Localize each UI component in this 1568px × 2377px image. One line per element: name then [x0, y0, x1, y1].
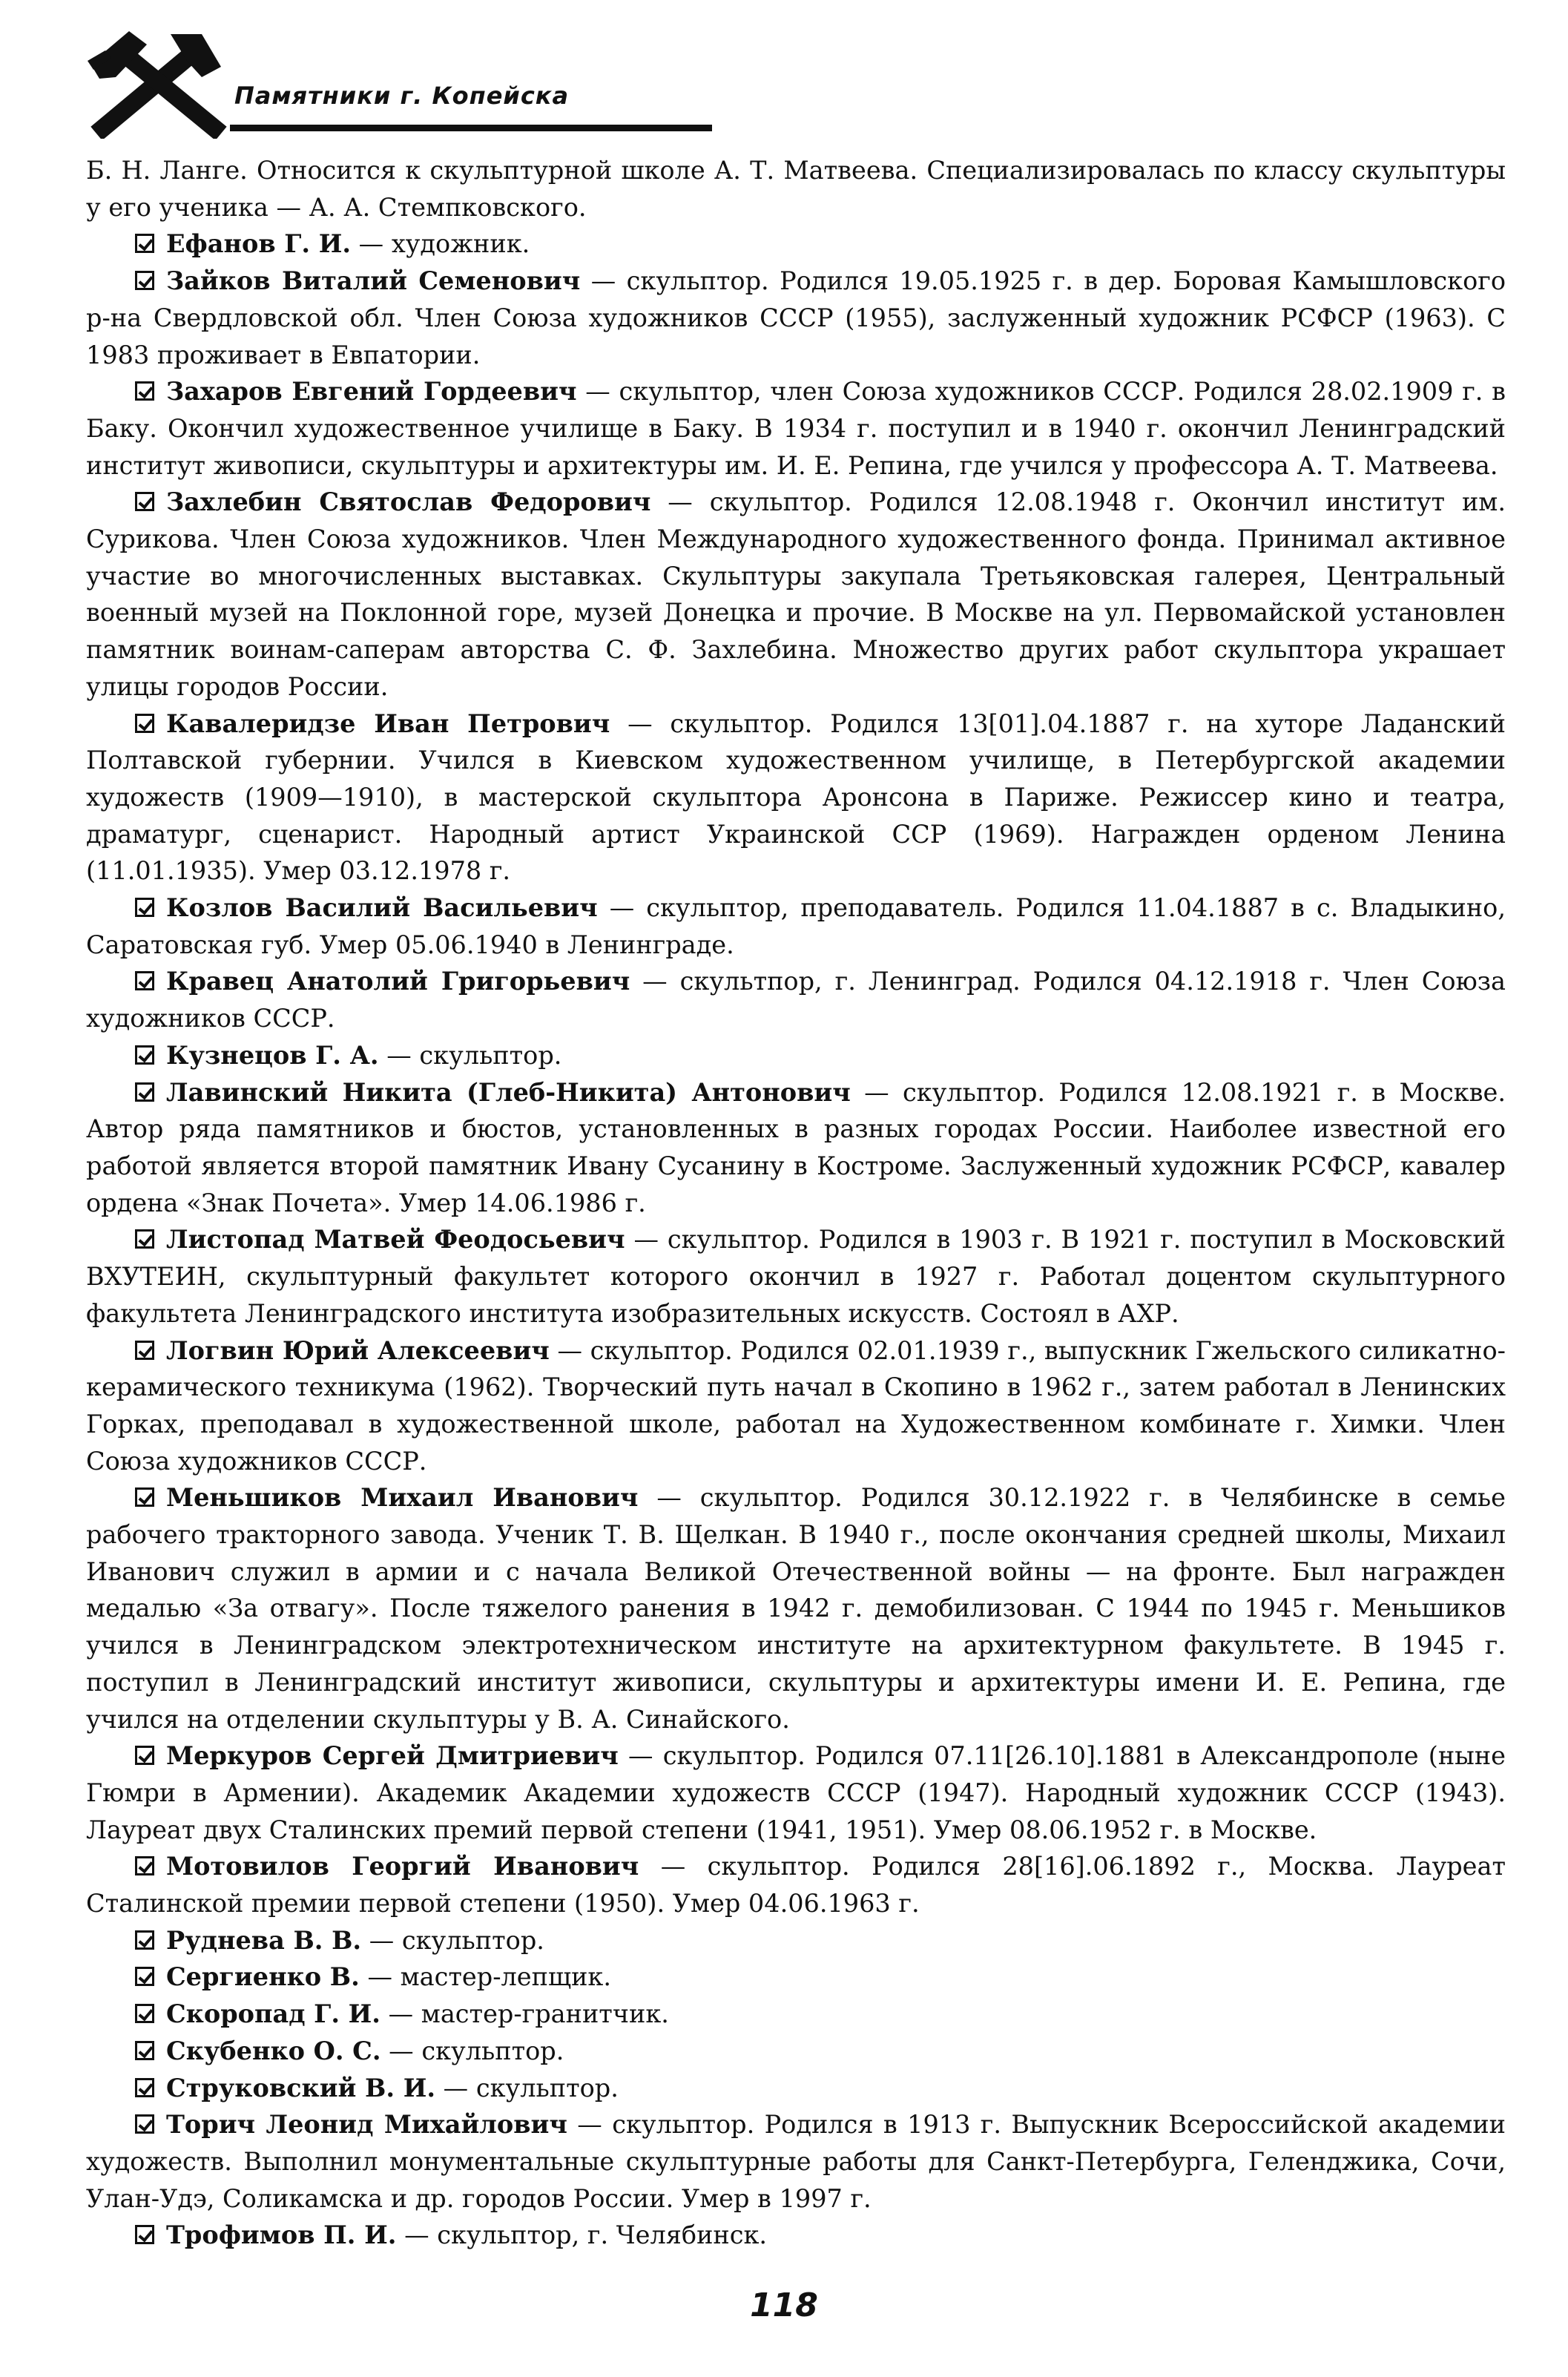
- entry-item: [86, 890, 1506, 963]
- checkbox-icon: [135, 2041, 154, 2060]
- checkbox-icon: [135, 2078, 154, 2097]
- entry-text: — мастер-гранитчик.: [380, 1999, 669, 2029]
- entry-item: [86, 2217, 1506, 2254]
- entry-item: [86, 1996, 1506, 2033]
- entry-item: [86, 373, 1506, 484]
- entry-text: — скульптор, г. Челябинск.: [396, 2220, 768, 2250]
- entry-item: [86, 1737, 1506, 1848]
- entry-text: — скульптор.: [435, 2073, 619, 2103]
- entry-name: Сергиенко В.: [166, 1962, 360, 1992]
- entry-item: [86, 2033, 1506, 2070]
- entry-text: — скульптор. Родился 28[16].06.1892 г., Москва. Лауреат Сталинской премии первой степени (1950). Умер 04.06.1963 г.: [86, 1852, 1506, 1919]
- entry-item: [86, 1221, 1506, 1332]
- checkbox-icon: [135, 1930, 154, 1950]
- page-header: [83, 31, 647, 142]
- entry-name: Захаров Евгений Гордеевич: [166, 377, 577, 407]
- header-rule: [230, 125, 712, 131]
- checkbox-icon: [135, 381, 154, 401]
- entry-name: Меньшиков Михаил Иванович: [166, 1483, 639, 1513]
- entry-text: — скульптор.: [361, 1925, 544, 1955]
- entry-text: — скульптор. Родился 12.08.1921 г. в Москве. Автор ряда памятников и бюстов, установленных в разных городах России. Наиболее известной его работой является второй памятник Ивану Сусанину в Костроме. Заслуженный художник РСФСР, кавалер ордена «Знак Почета». Умер 14.06.1986 г.: [86, 1077, 1506, 1217]
- entry-text: — мастер-лепщик.: [359, 1962, 612, 1992]
- entry-name: Торич Леонид Михайлович: [166, 2110, 567, 2140]
- entry-text: — скульптор. Родился 02.01.1939 г., выпускник Гжельского силикатно-керамического техникума (1962). Творческий путь начал в Скопино в 1962 г., затем работал в Ленинских Горках, преподавал в художественной школе, работал на Художественном комбинате г. Химки. Член Союза художников СССР.: [86, 1335, 1506, 1476]
- checkbox-icon: [135, 271, 154, 290]
- entry-name: Кавалеридзе Иван Петрович: [166, 709, 610, 738]
- checkbox-icon: [135, 234, 154, 253]
- entry-text: — скульптор. Родился 13[01].04.1887 г. на хуторе Ладанский Полтавской губернии. Учился в Киевском художественном училище, в Петербургской академии художеств (1909—1910), в мастерской скульптора Аронсона в Париже. Режиссер кино и театра, драматург, сценарист. Народный артист Украинской ССР (1969). Награжден орденом Ленина (11.01.1935). Умер 03.12.1978 г.: [86, 709, 1506, 886]
- checkbox-icon: [135, 1341, 154, 1360]
- checkbox-icon: [135, 1967, 154, 1986]
- entry-item: [86, 263, 1506, 373]
- entry-text: — скульптор. Родился в 1913 г. Выпускник Всероссийской академии художеств. Выполнил монументальные скульптурные работы для Санкт-Петербурга, Геленджика, Сочи, Улан-Удэ, Соликамска и др. городов России. Умер в 1997 г.: [86, 2110, 1506, 2213]
- entry-text: — скульптор.: [378, 1040, 562, 1070]
- entry-item: [86, 2070, 1506, 2107]
- entry-name: Козлов Василий Васильевич: [166, 893, 598, 923]
- checkbox-icon: [135, 971, 154, 990]
- entry-item: [86, 484, 1506, 705]
- entry-name: Руднева В. В.: [166, 1925, 362, 1955]
- page-body: [86, 152, 1506, 2254]
- entry-text: — скультпор, г. Ленинград. Родился 04.12.1918 г. Член Союза художников СССР.: [86, 967, 1506, 1033]
- entry-name: Кравец Анатолий Григорьевич: [166, 967, 630, 996]
- entry-item: [86, 1037, 1506, 1074]
- entry-item: [86, 963, 1506, 1036]
- entry-name: Трофимов П. И.: [166, 2220, 397, 2250]
- entry-name: Мотовилов Георгий Иванович: [166, 1852, 639, 1881]
- entry-item: [86, 2106, 1506, 2217]
- checkbox-icon: [135, 714, 154, 733]
- entry-text: — художник.: [351, 229, 530, 259]
- running-header-title: Памятники г. Копейска: [234, 82, 570, 110]
- entry-name: Логвин Юрий Алексеевич: [166, 1335, 550, 1365]
- entry-item: [86, 1959, 1506, 1996]
- entry-name: Лавинский Никита (Глеб-Никита) Антонович: [166, 1077, 851, 1107]
- entry-name: Скубенко О. С.: [166, 2036, 381, 2065]
- checkbox-icon: [135, 492, 154, 511]
- entry-name: Меркуров Сергей Дмитриевич: [166, 1741, 619, 1771]
- entry-item: [86, 226, 1506, 263]
- checkbox-icon: [135, 2225, 154, 2244]
- entry-name: Ефанов Г. И.: [166, 229, 352, 259]
- checkbox-icon: [135, 2114, 154, 2134]
- entry-item: [86, 1332, 1506, 1480]
- entry-item: [86, 1074, 1506, 1222]
- intro-paragraph: Б. Н. Ланге. Относится к скульптурной школе А. Т. Матвеева. Специализировалась по классу скульптуры у его ученика — А. А. Стемпковского.: [86, 156, 1506, 222]
- entry-text: — скульптор. Родился 30.12.1922 г. в Челябинске в семье рабочего тракторного завода. Ученик Т. В. Щелкан. В 1940 г., после окончания средней школы, Михаил Иванович служил в армии и с начала Великой Отечественной войны — на фронте. Был награжден медалью «За отвагу». После тяжелого ранения в 1942 г. демобилизован. С 1944 по 1945 г. Меньшиков учился в Ленинградском электротехническом институте на архитектурном факультете. В 1945 г. поступил в Ленинградский институт живописи, скульптуры и архитектуры имени И. Е. Репина, где учился на отделении скульптуры у В. А. Синайского.: [86, 1483, 1506, 1734]
- entry-text: — скульптор, член Союза художников СССР. Родился 28.02.1909 г. в Баку. Окончил художественное училище в Баку. В 1934 г. поступил и в 1940 г. окончил Ленинградский институт живописи, скульптуры и архитектуры им. И. Е. Репина, где учился у профессора А. Т. Матвеева.: [86, 377, 1506, 480]
- entry-name: Струковский В. И.: [166, 2073, 436, 2103]
- entry-item: [86, 1848, 1506, 1921]
- entry-text: — скульптор. Родился 12.08.1948 г. Окончил институт им. Сурикова. Член Союза художников. Член Международного художественного фонда. Принимал активное участие во многочисленных выставках. Скульптуры закупала Третьяковская галерея, Центральный военный музей на Поклонной горе, музей Донецка и прочие. В Москве на ул. Первомайской установлен памятник воинам-саперам авторства С. Ф. Захлебина. Множество других работ скульптора украшает улицы городов России.: [86, 487, 1506, 701]
- entry-item: [86, 1479, 1506, 1737]
- checkbox-icon: [135, 1082, 154, 1102]
- entry-text: — скульптор. Родился 07.11[26.10].1881 в Александрополе (ныне Гюмри в Армении). Академик Академии художеств СССР (1947). Народный художник СССР (1943). Лауреат двух Сталинских премий первой степени (1941, 1951). Умер 08.06.1952 г. в Москве.: [86, 1741, 1506, 1844]
- checkbox-icon: [135, 1229, 154, 1249]
- entry-text: — скульптор, преподаватель. Родился 11.04.1887 в с. Владыкино, Саратовская губ. Умер 05.06.1940 в Ленинграде.: [86, 893, 1506, 959]
- entry-text: — скульптор. Родился 19.05.1925 г. в дер. Боровая Камышловского р-на Свердловской обл. Член Союза художников СССР (1955), заслуженный художник РСФСР (1963). С 1983 проживает в Евпатории.: [86, 266, 1506, 369]
- checkbox-icon: [135, 898, 154, 917]
- checkbox-icon: [135, 1045, 154, 1065]
- entry-name: Скоропад Г. И.: [166, 1999, 381, 2029]
- page-number: 118: [750, 2286, 818, 2324]
- checkbox-icon: [135, 1487, 154, 1507]
- checkbox-icon: [135, 1746, 154, 1765]
- checkbox-icon: [135, 2004, 154, 2023]
- entry-text: — скульптор. Родился в 1903 г. В 1921 г. поступил в Московский ВХУТЕИН, скульптурный факультет которого окончил в 1927 г. Работал доцентом скульптурного факультета Ленинградского института изобразительных искусств. Состоял в АХР.: [86, 1225, 1506, 1328]
- entry-name: Кузнецов Г. А.: [166, 1040, 379, 1070]
- entry-name: Зайков Виталий Семенович: [166, 266, 581, 296]
- entry-name: Листопад Матвей Феодосьевич: [166, 1225, 625, 1255]
- entry-item: [86, 1922, 1506, 1959]
- crossed-hammers-icon: [83, 31, 231, 139]
- entry-item: [86, 706, 1506, 890]
- entry-name: Захлебин Святослав Федорович: [166, 487, 651, 517]
- entry-text: — скульптор.: [381, 2036, 564, 2065]
- entries-list: [86, 226, 1506, 2254]
- checkbox-icon: [135, 1856, 154, 1875]
